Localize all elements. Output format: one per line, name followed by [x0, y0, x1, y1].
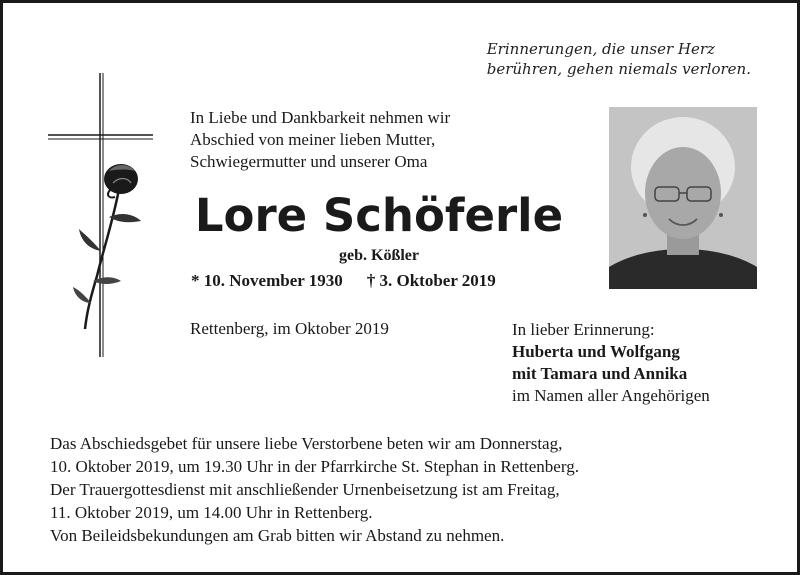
intro-line: Abschied von meiner lieben Mutter, — [190, 130, 436, 149]
notice-line: 10. Oktober 2019, um 19.30 Uhr in der Pfarrkirche St. Stephan in Rettenberg. — [50, 457, 579, 476]
life-dates — [191, 271, 496, 291]
intro-line: In Liebe und Dankbarkeit nehmen wir — [190, 108, 451, 127]
cross-with-rose-icon — [43, 71, 158, 361]
service-notice — [50, 432, 579, 547]
notice-line: Der Trauergottesdienst mit anschließender Urnenbeisetzung ist am Freitag, — [50, 480, 560, 499]
signers-line: mit Tamara und Annika — [512, 364, 688, 383]
quote-line: berühren, gehen niemals verloren. — [486, 60, 751, 78]
notice-line: Das Abschiedsgebet für unsere liebe Verstorbene beten wir am Donnerstag, — [50, 434, 563, 453]
signers-line: Huberta und Wolfgang — [512, 342, 680, 361]
portrait-icon — [609, 107, 757, 289]
intro-text — [190, 107, 450, 173]
notice-line: Von Beileidsbekundungen am Grab bitten wir Abstand zu nehmen. — [50, 526, 505, 545]
place-date: Rettenberg, im Oktober 2019 — [190, 319, 389, 338]
signers-closing: im Namen aller Angehörigen — [512, 386, 710, 405]
birth-name: geb. Kößler — [339, 247, 419, 264]
notice-line: 11. Oktober 2019, um 14.00 Uhr in Rettenberg. — [50, 503, 373, 522]
signers-intro: In lieber Erinnerung: — [512, 320, 655, 339]
quote-line: Erinnerungen, die unser Herz — [486, 40, 715, 58]
memorial-quote — [487, 39, 751, 79]
portrait-photo — [609, 107, 757, 289]
birth-date: * 10. November 1930 — [191, 271, 343, 290]
deceased-name: Lore Schöferle — [194, 189, 564, 242]
death-date: † 3. Oktober 2019 — [366, 271, 496, 290]
signers — [512, 319, 710, 407]
intro-line: Schwiegermutter und unserer Oma — [190, 152, 428, 171]
